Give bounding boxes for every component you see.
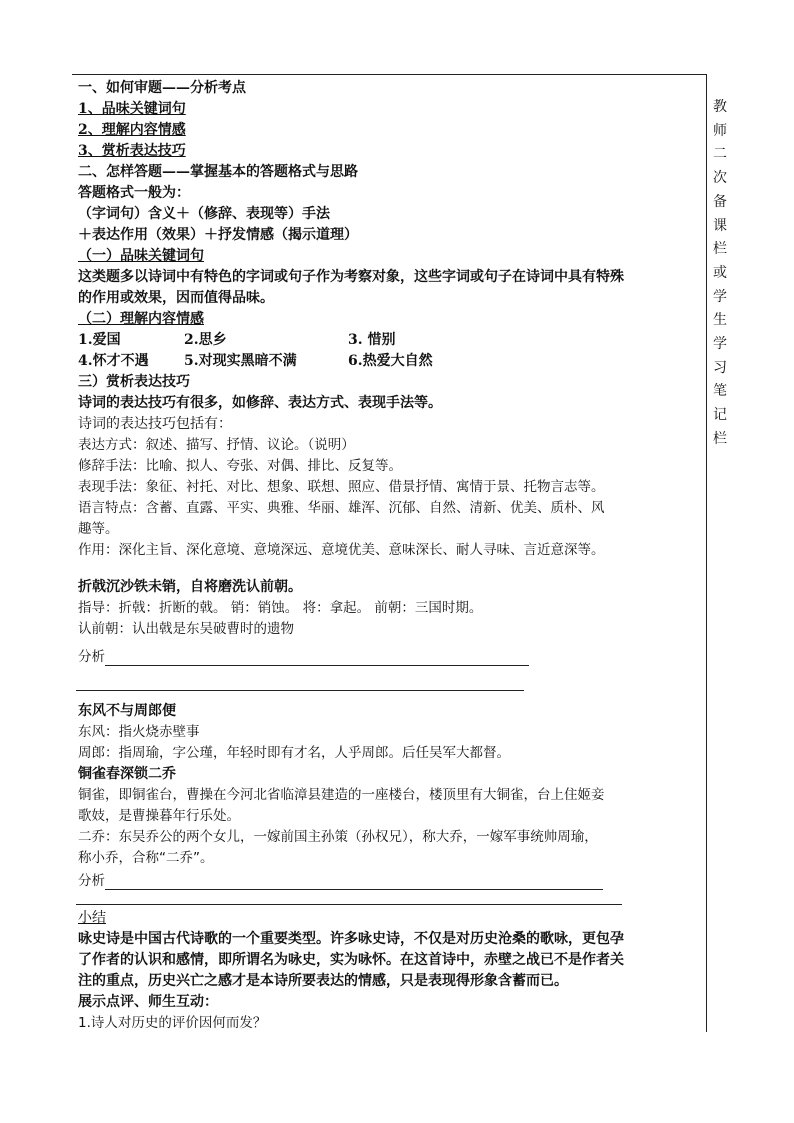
point-3: 3、赏析表达技巧 [78,143,186,159]
note-two-qiao-1: 二乔：东吴乔公的两个女儿，一嫁前国主孙策（孙权兄），称大乔，一嫁军事统帅周瑜， [78,829,598,845]
techniques-expression: 表达方式：叙述、描写、抒情、议论。（说明） [78,437,355,453]
analysis-label: 分析 [78,873,105,889]
summary-text-1: 咏史诗是中国古代诗歌的一个重要类型。许多咏史诗，不仅是对历史沧桑的歌咏，更包孕 [78,931,624,947]
techniques-intro: 诗词的表达技巧包括有： [78,416,232,432]
emotion-4: 4.怀才不遇 [78,353,149,369]
guidance-line: 指导：折戟：折断的戟。 销：销蚀。 将：拿起。 前朝：三国时期。 [78,600,483,616]
analysis-label: 分析 [78,649,105,665]
poem-line-2: 东风不与周郎便 [78,703,176,719]
answer-blank[interactable] [105,651,529,666]
emotion-1: 1.爱国 [78,332,121,348]
techniques-representation: 表现手法：象征、衬托、对比、想象、联想、照应、借景抒情、寓情于景、托物言志等。 [78,479,605,495]
section-2-title: （二）理解内容情感 [78,311,204,327]
emotion-3: 3. 惜别 [348,332,396,348]
section-1-title: （一）品味关键词句 [78,248,204,264]
section-1-text-1: 这类题多以诗词中有特色的字词或句子作为考察对象，这些字词或句子在诗词中具有特殊 [78,269,624,285]
answer-blank-line[interactable] [76,690,524,691]
answer-blank-line[interactable] [76,904,622,905]
answer-format-line-1: （字词句）含义＋（修辞、表现等）手法 [78,206,330,222]
main-column [72,74,706,1033]
question-1: 1.诗人对历史的评价因何而发？ [78,1015,267,1031]
summary-title: 小结 [78,910,106,926]
poem-line-3: 铜雀春深锁二乔 [78,766,176,782]
techniques-language-1: 语言特点：含蓄、直露、平实、典雅、华丽、雄浑、沉郁、自然、清新、优美、质朴、风 [78,500,605,516]
section-3-title: 三）赏析表达技巧 [78,374,190,390]
note-two-qiao-2: 称小乔，合称“二乔”。 [78,850,214,866]
note-east-wind: 东风：指火烧赤壁事 [78,724,200,740]
guidance-line-2: 认前朝：认出戟是东吴破曹时的遗物 [78,621,294,637]
summary-text-3: 注的重点，历史兴亡之感才是本诗所要表达的情感，只是表现得形象含蓄而已。 [78,973,568,989]
poem-line-1: 折戟沉沙铁未销，自将磨洗认前朝。 [78,579,302,595]
document-frame [72,74,708,1032]
answer-blank[interactable] [105,875,603,890]
emotion-2: 2.思乡 [184,332,227,348]
summary-text-2: 了作者的认识和感情，即所谓名为咏史，实为咏怀。在这首诗中，赤壁之战已不是作者关 [78,952,624,968]
note-zhou-lang: 周郎：指周瑜，字公瑾，年轻时即有才名，人乎周郎。后任吴军大都督。 [78,745,510,761]
heading-1: 一、如何审题——分析考点 [78,80,246,96]
section-1-text-2: 的作用或效果，因而值得品味。 [78,290,274,306]
emotion-6: 6.热爱大自然 [348,353,433,369]
techniques-rhetoric: 修辞手法：比喻、拟人、夸张、对偶、排比、反复等。 [78,458,402,474]
answer-format-label: 答题格式一般为： [78,185,190,201]
note-bronze-sparrow-2: 歌妓，是曹操暮年行乐处。 [78,808,240,824]
techniques-language-2: 趣等。 [78,521,119,537]
emotion-5: 5.对现实黑暗不满 [184,353,297,369]
answer-format-line-2: ＋表达作用（效果）＋抒发情感（揭示道理） [78,227,358,243]
heading-2: 二、怎样答题——掌握基本的答题格式与思路 [78,164,358,180]
point-2: 2、理解内容情感 [78,122,186,138]
side-note-column: 教 师 二 次 备 课 栏 或 学 生 学 习 笔 记 栏 [713,99,727,447]
section-3-text: 诗词的表达技巧有很多，如修辞、表达方式、表现手法等。 [78,395,442,411]
techniques-effect: 作用：深化主旨、深化意境、意境深远、意境优美、意味深长、耐人寻味、言近意深等。 [78,542,605,558]
note-bronze-sparrow-1: 铜雀，即铜雀台，曹操在今河北省临漳县建造的一座楼台，楼顶里有大铜雀，台上住姬妾 [78,787,605,803]
interaction-title: 展示点评、师生互动： [78,994,218,1010]
point-1: 1、品味关键词句 [78,101,186,117]
analysis-row-2 [78,872,603,890]
analysis-row-1 [78,648,529,666]
